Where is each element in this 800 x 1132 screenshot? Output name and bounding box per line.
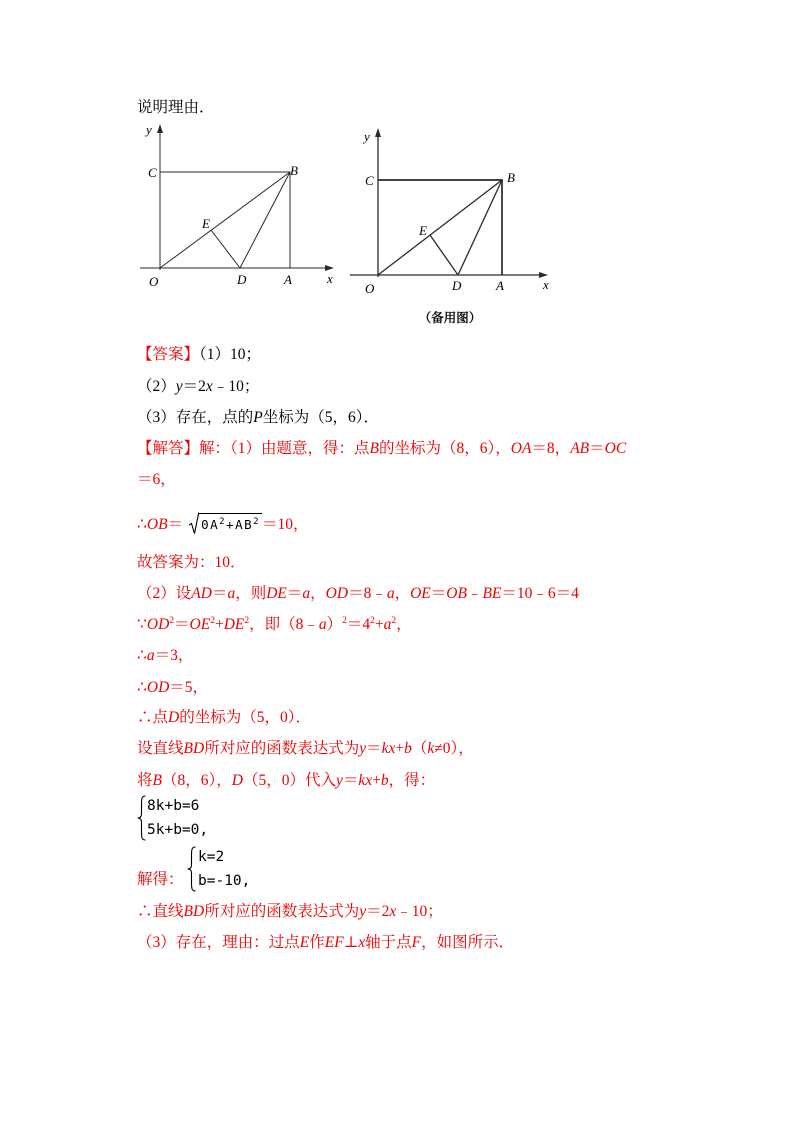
text-run: ∴ <box>137 679 147 696</box>
math-variable: BD <box>183 740 205 757</box>
text-run: ＝2 <box>366 903 390 920</box>
figure-coordinate-diagram <box>130 115 350 300</box>
text-run: ＝ <box>589 440 605 457</box>
text-run: ＝4 <box>346 616 371 633</box>
text-run: 所对应的函数表达式为 <box>204 903 360 920</box>
math-variable: B <box>152 772 162 789</box>
text-run: ＝ <box>430 585 447 602</box>
solution-line <box>137 902 443 922</box>
text-run: 的坐标为（5，0）． <box>179 709 311 726</box>
text-run: ＝5， <box>169 679 209 696</box>
text-run: （2） <box>137 378 176 395</box>
solution-line <box>137 771 435 791</box>
y-axis-arrow-icon <box>375 128 381 137</box>
label-point-e: E <box>419 223 427 238</box>
math-variable: D <box>168 709 180 726</box>
text-run: ＝ <box>211 585 228 602</box>
segment-ob <box>160 172 290 268</box>
segment-db <box>240 172 290 268</box>
label-point-o: O <box>149 274 159 289</box>
ob-length-line <box>137 512 309 532</box>
text-run: 轴于点 <box>365 934 412 951</box>
label-point-d: D <box>452 278 462 293</box>
text-run: ＝ <box>366 740 382 757</box>
text-run: ＝3， <box>154 647 194 664</box>
label-x-axis: x <box>327 271 333 286</box>
text-run: ＝10﹣6＝4 <box>501 585 579 602</box>
segment-db <box>458 180 502 275</box>
equation-system <box>137 795 227 843</box>
text-run: （3）存在，点的 <box>137 409 254 426</box>
superscript: 2 <box>342 616 347 626</box>
solution-line <box>137 678 208 698</box>
solution-line <box>137 553 246 573</box>
intro-text: 说明理由． <box>137 99 215 116</box>
math-variable: OC <box>604 440 627 457</box>
therefore-symbol: ∴ <box>137 516 147 533</box>
segment-ed <box>211 230 240 268</box>
text-run: （1）10； <box>199 346 262 363</box>
text-run: ＝2 <box>182 378 206 395</box>
math-variable: x <box>205 378 213 395</box>
math-variable: a <box>227 585 236 602</box>
text-run: ， <box>396 616 412 633</box>
answer-line-1 <box>137 345 261 365</box>
math-variable: x <box>358 934 366 951</box>
superscript: 2 <box>219 517 227 527</box>
equation-end-comma: , <box>199 822 209 838</box>
solution-line <box>137 933 514 953</box>
text-run: 【解答】解：（1）由题意，得：点 <box>137 440 370 457</box>
math-variable: a <box>386 585 395 602</box>
text-run: ， <box>394 585 411 602</box>
math-variable: kx <box>358 772 373 789</box>
label-point-d: D <box>237 272 247 287</box>
text-run: （5，0）代入 <box>242 772 336 789</box>
label-point-c: C <box>365 173 374 188</box>
text-run: ＝ <box>286 585 303 602</box>
text-run: + <box>372 772 381 789</box>
superscript: 2 <box>253 517 261 527</box>
superscript: 2 <box>210 616 215 626</box>
text-run: ∴ <box>137 647 147 664</box>
equation-text: 5k+b=0 <box>147 822 200 838</box>
text-run: （3）存在，理由：过点 <box>137 934 300 951</box>
equation-row: 8k+b=6 <box>147 798 200 814</box>
equation-end-comma: , <box>241 873 251 889</box>
superscript: 2 <box>244 616 250 626</box>
answer-line-2 <box>137 377 259 397</box>
math-variable: x <box>389 903 397 920</box>
label-point-o: O <box>365 281 375 296</box>
math-variable: OA <box>510 440 532 457</box>
left-brace-icon <box>137 795 146 841</box>
text-run: 将 <box>137 772 153 789</box>
math-variable: OB <box>146 516 168 533</box>
text-run: ＝8， <box>531 440 571 457</box>
math-variable: B <box>369 440 379 457</box>
text-run: ， <box>310 585 326 602</box>
text-run: ，则 <box>235 585 267 602</box>
math-variable: OE <box>189 616 211 633</box>
text-run: （ <box>411 740 428 757</box>
segment-ed <box>430 235 458 275</box>
math-variable: y <box>335 772 343 789</box>
equation-text: b=-10 <box>198 873 242 889</box>
math-variable: OB <box>446 585 467 602</box>
radical-sign-icon <box>189 512 199 535</box>
text-run: 设直线 <box>137 740 184 757</box>
math-variable: OD <box>146 679 170 696</box>
text-run: ∴直线 <box>137 903 184 920</box>
math-variable: kx <box>381 740 396 757</box>
math-variable: y <box>359 740 367 757</box>
label-point-e: E <box>202 216 210 231</box>
left-brace-icon <box>187 846 196 892</box>
math-variable: AD <box>191 585 212 602</box>
solve-lead-text: 解得： <box>137 871 184 888</box>
solution-line <box>137 470 176 490</box>
text-run: ≠0）， <box>434 740 474 757</box>
text-run: ＝6， <box>137 471 176 488</box>
text-run: ） <box>326 616 343 633</box>
text-run: ∴点 <box>137 709 169 726</box>
text-run: ﹣10； <box>212 378 260 395</box>
text-run: 故答案为：10． <box>137 554 246 571</box>
math-variable: a <box>146 647 155 664</box>
superscript: 2 <box>169 616 175 626</box>
text-run: ﹣ <box>466 585 483 602</box>
text-run: ，如图所示． <box>421 934 515 951</box>
solution-line <box>137 739 474 759</box>
figure-spare-diagram <box>345 118 560 330</box>
math-variable: E <box>299 934 310 951</box>
math-variable: OE <box>410 585 431 602</box>
text-run: ∵ <box>137 616 147 633</box>
y-axis-arrow-icon <box>157 124 163 133</box>
math-variable: BE <box>482 585 502 602</box>
solution-line <box>137 439 626 459</box>
solution-line <box>137 646 193 666</box>
text-run: ＝ <box>174 616 190 633</box>
text-run: （8，6）， <box>161 772 232 789</box>
math-variable: k <box>427 740 435 757</box>
radicand-term: 0A <box>201 517 220 532</box>
text-run: ＝ <box>342 772 359 789</box>
equals-sign: ＝ <box>167 516 184 533</box>
solution-line <box>137 708 311 728</box>
math-variable: DE <box>223 616 245 633</box>
text-run: 所对应的函数表达式为 <box>204 740 360 757</box>
math-variable: EF <box>324 934 344 951</box>
radicand-term: +AB <box>226 517 254 532</box>
math-variable: b <box>380 772 389 789</box>
math-variable: BD <box>183 903 205 920</box>
label-point-b: B <box>290 163 298 178</box>
solution-line <box>137 615 412 635</box>
text-run: + <box>395 740 405 757</box>
text-run: ﹣10； <box>396 903 443 920</box>
figure-caption: （备用图） <box>418 311 482 325</box>
radicand <box>199 513 262 534</box>
math-variable: a <box>318 616 327 633</box>
math-variable: D <box>231 772 243 789</box>
solution-system <box>187 846 267 894</box>
label-point-c: C <box>148 165 157 180</box>
label-y-axis: y <box>364 129 370 144</box>
math-variable: y <box>359 903 367 920</box>
label-point-a: A <box>496 278 504 293</box>
segment-ob <box>378 180 502 275</box>
text-run: + <box>374 616 384 633</box>
equation-row <box>198 872 250 890</box>
superscript: 2 <box>391 616 397 626</box>
text-run: + <box>214 616 224 633</box>
math-variable: OD <box>325 585 349 602</box>
text-run: 【答案】 <box>137 346 200 363</box>
square-root-formula <box>183 512 262 535</box>
math-variable: b <box>404 740 412 757</box>
math-variable: P <box>253 409 263 426</box>
text-run: （2）设 <box>137 585 192 602</box>
answer-line-3 <box>137 408 379 428</box>
math-variable: y <box>175 378 183 395</box>
math-variable: AB <box>570 440 590 457</box>
label-point-b: B <box>507 170 515 185</box>
text-run: ，即（8﹣ <box>249 616 319 633</box>
equation-row: k=2 <box>198 849 225 865</box>
text-run: 坐标为（5，6）． <box>262 409 379 426</box>
solution-line <box>137 584 579 604</box>
math-variable: F <box>411 934 422 951</box>
label-point-a: A <box>284 272 292 287</box>
math-variable: a <box>383 616 392 633</box>
math-variable: a <box>302 585 311 602</box>
text-run: ⊥ <box>343 934 359 951</box>
math-variable: DE <box>266 585 287 602</box>
text-run: ，得： <box>388 772 436 789</box>
label-y-axis: y <box>146 122 152 137</box>
text-run: ＝8﹣ <box>348 585 387 602</box>
text-run: 的坐标为（8，6）， <box>378 440 511 457</box>
superscript: 2 <box>370 616 375 626</box>
equation-row <box>147 821 208 839</box>
text-run: 作 <box>309 934 325 951</box>
result-text: ＝10， <box>262 516 309 533</box>
math-variable: OD <box>146 616 170 633</box>
label-x-axis: x <box>543 277 549 292</box>
